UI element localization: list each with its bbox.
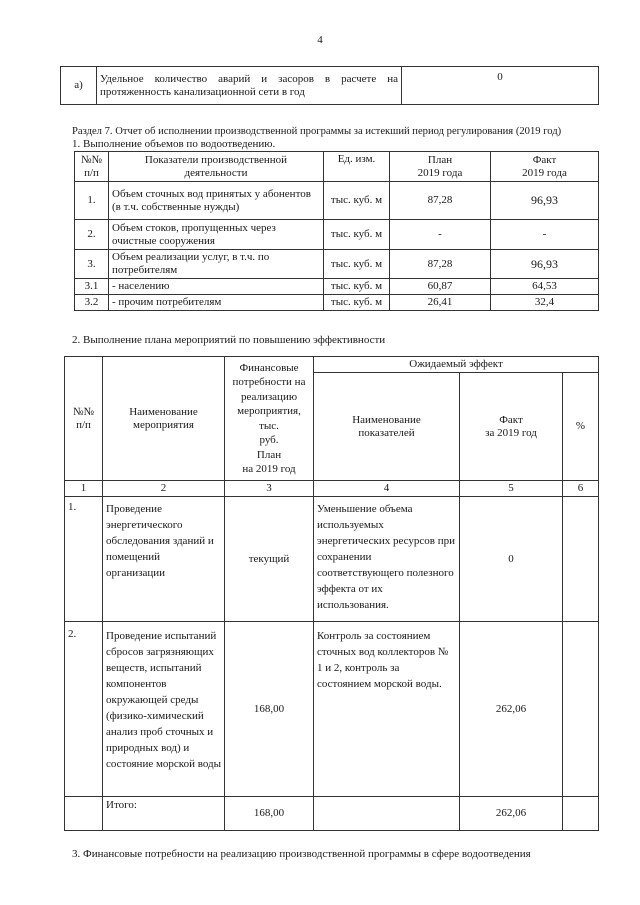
total-num-cell (65, 797, 103, 831)
cell-percent (563, 622, 599, 797)
cell-plan: - (390, 220, 491, 250)
efficiency-plan-table (64, 356, 599, 831)
table-row (75, 295, 599, 311)
section-heading: Раздел 7. Отчет об исполнении производственной программы за истекший период регулирования (2019 год) (72, 126, 562, 137)
cell-fact: - (491, 220, 599, 250)
cell-indicator: Объем реализации услуг, в т.ч. по потребителям (109, 250, 324, 279)
cell-finance: текущий (225, 497, 314, 622)
header-event: Наименование мероприятия (103, 357, 225, 481)
cell-indicator: Контроль за состоянием сточных вод коллекторов № 1 и 2, контроль за состоянием морской воды. (314, 622, 460, 797)
colnum-2: 2 (103, 481, 225, 497)
cell-fact: 0 (460, 497, 563, 622)
header-unit: Ед. изм. (324, 152, 390, 182)
table-row (75, 220, 599, 250)
cell-indicator: Объем стоков, пропущенных через очистные сооружения (109, 220, 324, 250)
header-fact: Факт 2019 года (491, 152, 599, 182)
table-row (75, 250, 599, 279)
cell-indicator: Объем сточных вод принятых у абонентов (в т.ч. собственные нужды) (109, 182, 324, 220)
cell-unit: тыс. куб. м (324, 182, 390, 220)
table-row (75, 279, 599, 295)
accident-rate-table (60, 66, 599, 105)
row-value: 0 (402, 67, 599, 105)
cell-num: 1. (75, 182, 109, 220)
cell-unit: тыс. куб. м (324, 250, 390, 279)
cell-indicator: - прочим потребителям (109, 295, 324, 311)
cell-plan: 87,28 (390, 182, 491, 220)
colnum-6: 6 (563, 481, 599, 497)
table-row (65, 622, 599, 797)
table-row (65, 497, 599, 622)
row-description (97, 67, 402, 105)
total-finance: 168,00 (225, 797, 314, 831)
row-description-line2: протяженность канализационной сети в год (100, 85, 305, 98)
cell-plan: 26,41 (390, 295, 491, 311)
header-plan: План 2019 года (390, 152, 491, 182)
cell-event: Проведение энергетического обследования зданий и помещений организации (103, 497, 225, 622)
cell-num: 1. (65, 497, 103, 622)
cell-num: 2. (65, 622, 103, 797)
cell-plan: 87,28 (390, 250, 491, 279)
header-num: №№ п/п (65, 357, 103, 481)
cell-fact: 262,06 (460, 622, 563, 797)
cell-fact: 64,53 (491, 279, 599, 295)
cell-num: 3. (75, 250, 109, 279)
cell-fact: 96,93 (491, 182, 599, 220)
cell-indicator: - населению (109, 279, 324, 295)
header-fact: Факт за 2019 год (460, 373, 563, 481)
header-indicator: Наименование показателей (314, 373, 460, 481)
colnum-1: 1 (65, 481, 103, 497)
header-expected-effect: Ожидаемый эффект (314, 357, 599, 373)
subsection-1-title: 1. Выполнение объемов по водоотведению. (72, 138, 276, 150)
colnum-4: 4 (314, 481, 460, 497)
cell-indicator: Уменьшение объема используемых энергетических ресурсов при сохранении соответствующего полезного эффекта от их использования. (314, 497, 460, 622)
total-indicator-cell (314, 797, 460, 831)
cell-fact: 32,4 (491, 295, 599, 311)
cell-fact: 96,93 (491, 250, 599, 279)
cell-finance: 168,00 (225, 622, 314, 797)
cell-plan: 60,87 (390, 279, 491, 295)
cell-unit: тыс. куб. м (324, 279, 390, 295)
row-label: а) (61, 67, 97, 105)
cell-percent (563, 497, 599, 622)
total-row (65, 797, 599, 831)
row-description-line1: Удельное количество аварий и засоров в расчете на (100, 72, 398, 85)
header-percent: % (563, 373, 599, 481)
cell-unit: тыс. куб. м (324, 220, 390, 250)
page-number: 4 (317, 34, 323, 46)
colnum-5: 5 (460, 481, 563, 497)
header-finance: Финансовые потребности на реализацию мероприятия, тыс. руб. План на 2019 год (225, 357, 314, 481)
colnum-3: 3 (225, 481, 314, 497)
cell-num: 2. (75, 220, 109, 250)
cell-num: 3.2 (75, 295, 109, 311)
cell-event: Проведение испытаний сбросов загрязняющих веществ, испытаний компонентов окружающей среды (физико-химический анализ проб сточных и природных вод) и состояние морской воды (103, 622, 225, 797)
header-indicator: Показатели производственной деятельности (109, 152, 324, 182)
table-row (75, 182, 599, 220)
cell-unit: тыс. куб. м (324, 295, 390, 311)
total-fact: 262,06 (460, 797, 563, 831)
cell-num: 3.1 (75, 279, 109, 295)
header-num: №№ п/п (75, 152, 109, 182)
subsection-2-title: 2. Выполнение плана мероприятий по повышению эффективности (72, 334, 386, 346)
total-label: Итого: (103, 797, 225, 831)
column-numbers-row (65, 481, 599, 497)
total-percent-cell (563, 797, 599, 831)
subsection-3-title: 3. Финансовые потребности на реализацию производственной программы в сфере водоотведения (72, 848, 531, 860)
wastewater-volume-table (74, 151, 599, 311)
